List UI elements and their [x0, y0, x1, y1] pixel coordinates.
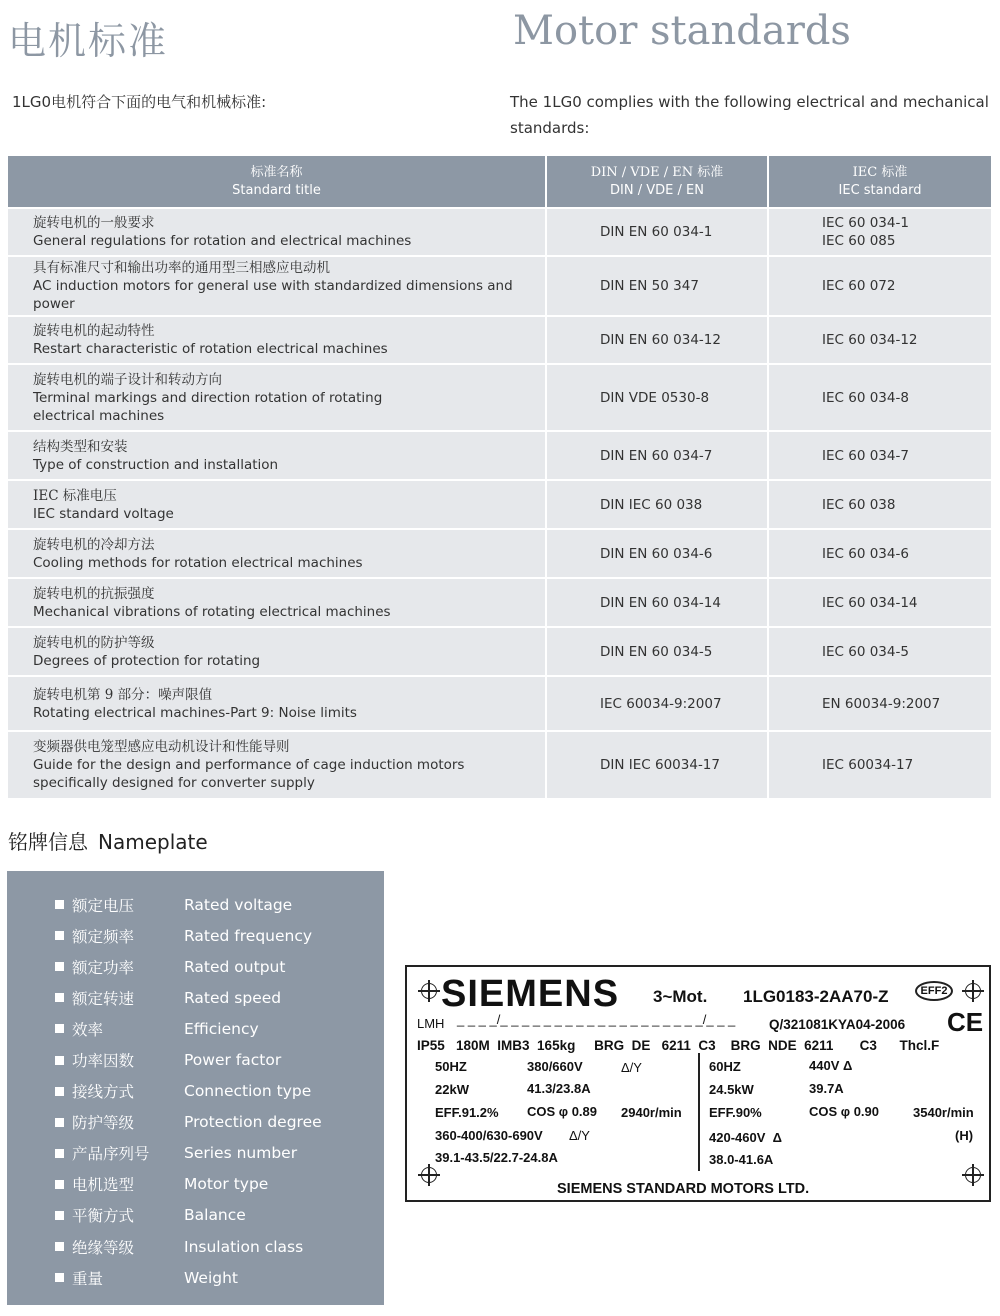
- page-title-cn: 电机标准: [8, 19, 169, 63]
- plate-right-current: 39.7A: [809, 1081, 844, 1096]
- row-iec-2: IEC 60 085: [822, 233, 896, 249]
- row-iec: IEC 60 034-7: [768, 431, 991, 480]
- row-title-en: Terminal markings and direction rotation of rotating electrical machines: [33, 389, 383, 424]
- plate-left-range-v: 360-400/630-690V: [435, 1128, 543, 1143]
- table-row: [8, 676, 991, 731]
- table-row: [8, 480, 991, 529]
- plate-right-freq: 60HZ: [709, 1059, 741, 1074]
- square-bullet-icon: [55, 962, 64, 971]
- header-standard-title: 标准名称 Standard title: [8, 156, 546, 208]
- plate-right-range-a: 38.0-41.6A: [709, 1152, 774, 1167]
- row-title-cn: 具有标准尺寸和输出功率的通用型三相感应电动机: [33, 260, 330, 276]
- plate-qcode: Q/321081KYA04-2006: [769, 1017, 906, 1032]
- header-din: DIN / VDE / EN 标准 DIN / VDE / EN: [546, 156, 768, 208]
- row-title-cn: 结构类型和安装: [33, 438, 128, 455]
- list-item: 防护等级 Protection degree: [55, 1107, 322, 1138]
- list-item: 重量 Weight: [55, 1262, 322, 1293]
- table-row: [8, 529, 991, 578]
- row-title-cn: IEC 标准电压: [33, 487, 117, 504]
- row-title-en: Mechanical vibrations of rotating electrical machines: [33, 603, 391, 620]
- plate-right-power: 24.5kW: [709, 1082, 754, 1097]
- intro-text-cn: 1LG0电机符合下面的电气和机械标准:: [12, 93, 267, 111]
- list-item: 效率 Efficiency: [55, 1013, 322, 1044]
- nameplate-section-title: 铭牌信息 Nameplate: [8, 830, 208, 854]
- plate-lmh-line: _ _ _ _/_ _ _ _ _ _ _ _ _ _ _ _ _ _ _ _ _ _ _/_ _ _: [457, 1012, 736, 1027]
- list-item: 额定转速 Rated speed: [55, 982, 322, 1013]
- plate-ce-mark: CE: [947, 1007, 984, 1037]
- plate-left-eff: EFF.91.2%: [435, 1105, 499, 1120]
- plate-left-power: 22kW: [435, 1082, 469, 1097]
- table-row: [8, 256, 991, 316]
- list-item: 产品序列号 Series number: [55, 1138, 322, 1169]
- plate-right-speed: 3540r/min: [913, 1105, 974, 1120]
- row-din: DIN EN 60 034-14: [546, 578, 768, 627]
- row-title-cn: 旋转电机的冷却方法: [33, 536, 155, 553]
- row-iec: IEC 60 072: [768, 256, 991, 316]
- list-item: 接线方式 Connection type: [55, 1076, 322, 1107]
- list-item: 绝缘等级 Insulation class: [55, 1231, 322, 1262]
- row-title-en: IEC standard voltage: [33, 505, 174, 522]
- row-title-en: Restart characteristic of rotation electrical machines: [33, 341, 388, 357]
- standards-table: [8, 156, 991, 800]
- header-iec: IEC 标准 IEC standard: [768, 156, 991, 208]
- plate-divider: [698, 1053, 700, 1171]
- row-din: DIN EN 60 034-7: [546, 431, 768, 480]
- row-iec: EN 60034-9:2007: [768, 676, 991, 731]
- plate-right-range-v: 420-460V Δ: [709, 1130, 782, 1145]
- nameplate-legend-panel: [7, 871, 384, 1305]
- intro-text-en: The 1LG0 complies with the following electrical and mechanical standards:: [510, 93, 989, 137]
- screw-hole-icon: [421, 983, 437, 999]
- square-bullet-icon: [55, 1056, 64, 1065]
- row-title-cn: 旋转电机的起动特性: [33, 323, 155, 339]
- row-din: DIN IEC 60034-17: [546, 731, 768, 799]
- row-din: DIN EN 60 034-1: [546, 208, 768, 256]
- table-row: [8, 627, 991, 676]
- row-din: IEC 60034-9:2007: [546, 676, 768, 731]
- screw-hole-icon: [965, 983, 981, 999]
- plate-footer: SIEMENS STANDARD MOTORS LTD.: [557, 1181, 810, 1197]
- square-bullet-icon: [55, 1087, 64, 1096]
- row-title-cn: 旋转电机的抗振强度: [33, 585, 155, 602]
- row-title-cn: 旋转电机的一般要求: [33, 215, 155, 231]
- row-title-cn: 旋转电机第 9 部分：噪声限值: [33, 686, 213, 703]
- table-row: [8, 364, 991, 431]
- row-iec: IEC 60 034-1: [822, 215, 909, 231]
- plate-right-cos: COS φ 0.90: [809, 1104, 879, 1119]
- row-title-en: Rotating electrical machines-Part 9: Noise limits: [33, 704, 357, 721]
- row-title-en: General regulations for rotation and electrical machines: [33, 233, 412, 249]
- plate-spec-line: IP55 180M IMB3 165kg BRG DE 6211 C3 BRG NDE 6211 C3 Thcl.F: [417, 1038, 940, 1053]
- row-iec: IEC 60 034-5: [768, 627, 991, 676]
- square-bullet-icon: [55, 1118, 64, 1127]
- plate-right-h: (H): [955, 1128, 974, 1143]
- list-item: 电机选型 Motor type: [55, 1169, 322, 1200]
- table-header-row: [8, 156, 991, 208]
- plate-left-current: 41.3/23.8A: [527, 1081, 591, 1096]
- plate-left-conn: Δ/Y: [621, 1060, 642, 1075]
- row-din: DIN VDE 0530-8: [546, 364, 768, 431]
- list-item: 平衡方式 Balance: [55, 1200, 322, 1231]
- row-din: DIN EN 60 034-6: [546, 529, 768, 578]
- square-bullet-icon: [55, 1273, 64, 1282]
- plate-left-range-a: 39.1-43.5/22.7-24.8A: [435, 1150, 558, 1165]
- screw-hole-icon: [421, 1167, 437, 1183]
- row-din: DIN IEC 60 038: [546, 480, 768, 529]
- page-title-en: Motor standards: [513, 8, 851, 54]
- row-din: DIN EN 60 034-12: [546, 316, 768, 364]
- plate-left-range-conn: Δ/Y: [569, 1128, 590, 1143]
- square-bullet-icon: [55, 900, 64, 909]
- plate-left-volt: 380/660V: [527, 1059, 583, 1074]
- row-iec: IEC 60 038: [768, 480, 991, 529]
- table-row: [8, 731, 991, 799]
- table-row: [8, 208, 991, 256]
- plate-left-cos: COS φ 0.89: [527, 1104, 597, 1119]
- square-bullet-icon: [55, 1149, 64, 1158]
- plate-eff-badge: EFF2: [915, 981, 953, 1001]
- row-din: DIN EN 50 347: [546, 256, 768, 316]
- list-item: 额定电压 Rated voltage: [55, 889, 322, 920]
- table-row: [8, 316, 991, 364]
- row-title-en: AC induction motors for general use with standardized dimensions and power: [33, 278, 513, 312]
- plate-phase: 3~Mot.: [653, 987, 708, 1006]
- row-iec: IEC 60 034-6: [768, 529, 991, 578]
- list-item: 额定频率 Rated frequency: [55, 920, 322, 951]
- row-title-en: Degrees of protection for rotating: [33, 652, 261, 669]
- square-bullet-icon: [55, 931, 64, 940]
- row-iec: IEC 60 034-8: [768, 364, 991, 431]
- row-title-en: Cooling methods for rotation electrical machines: [33, 554, 363, 571]
- nameplate-legend-list: [55, 889, 322, 1293]
- square-bullet-icon: [55, 1024, 64, 1033]
- nameplate-image: [405, 965, 991, 1202]
- list-item: 功率因数 Power factor: [55, 1044, 322, 1075]
- row-title-cn: 旋转电机的防护等级: [33, 634, 155, 651]
- plate-left-speed: 2940r/min: [621, 1105, 682, 1120]
- row-din: DIN EN 60 034-5: [546, 627, 768, 676]
- row-title-en: Type of construction and installation: [33, 456, 279, 473]
- table-row: [8, 431, 991, 480]
- screw-hole-icon: [965, 1167, 981, 1183]
- square-bullet-icon: [55, 993, 64, 1002]
- list-item: 额定功率 Rated output: [55, 951, 322, 982]
- square-bullet-icon: [55, 1180, 64, 1189]
- plate-model: 1LG0183-2AA70-Z: [743, 987, 889, 1006]
- row-iec: IEC 60034-17: [768, 731, 991, 799]
- row-title-cn: 旋转电机的端子设计和转动方向: [33, 371, 222, 388]
- row-iec: IEC 60 034-12: [768, 316, 991, 364]
- table-row: [8, 578, 991, 627]
- plate-right-volt: 440V Δ: [809, 1058, 853, 1073]
- row-title-en: Guide for the design and performance of cage induction motors specifically designed for converter supply: [33, 757, 465, 791]
- plate-right-eff: EFF.90%: [709, 1105, 762, 1120]
- plate-left-freq: 50HZ: [435, 1059, 467, 1074]
- square-bullet-icon: [55, 1242, 64, 1251]
- plate-lmh-label: LMH: [417, 1016, 445, 1031]
- row-title-cn: 变频器供电笼型感应电动机设计和性能导则: [33, 739, 290, 755]
- row-iec: IEC 60 034-14: [768, 578, 991, 627]
- plate-brand: SIEMENS: [441, 973, 620, 1015]
- square-bullet-icon: [55, 1211, 64, 1220]
